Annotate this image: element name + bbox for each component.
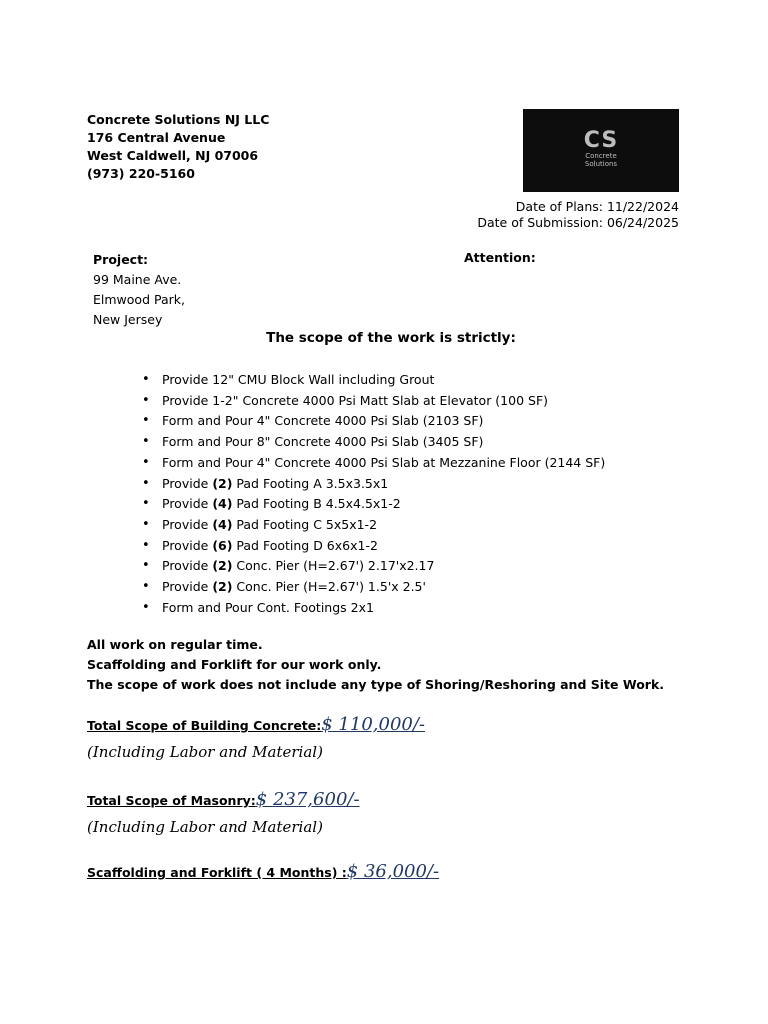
scaffold-total-label: Scaffolding and Forklift ( 4 Months) : (87, 865, 347, 880)
scope-item: • Provide (2) Conc. Pier (H=2.67') 2.17'x2.17 (142, 556, 605, 577)
scope-item: • Form and Pour 8" Concrete 4000 Psi Slab (3405 SF) (142, 432, 605, 453)
company-logo (523, 109, 679, 192)
notes-block (87, 635, 664, 695)
masonry-total (87, 789, 360, 810)
company-phone: (973) 220-5160 (87, 166, 195, 181)
project-block (93, 250, 185, 330)
masonry-total-note: (Including Labor and Material) (87, 818, 323, 836)
scope-item: • Provide (4) Pad Footing C 5x5x1-2 (142, 515, 605, 536)
company-block (87, 111, 269, 183)
scope-item: • Provide 1-2" Concrete 4000 Psi Matt Slab at Elevator (100 SF) (142, 391, 605, 412)
concrete-total-note: (Including Labor and Material) (87, 743, 323, 761)
company-name: Concrete Solutions NJ LLC (87, 112, 270, 127)
scope-item: • Provide (2) Pad Footing A 3.5x3.5x1 (142, 474, 605, 495)
scope-item: • Provide (6) Pad Footing D 6x6x1-2 (142, 536, 605, 557)
logo-mark (578, 127, 624, 172)
project-address-line3: New Jersey (93, 312, 163, 327)
logo-letters: CS (583, 127, 619, 153)
scope-item: • Provide (2) Conc. Pier (H=2.67') 1.5'x 2.5' (142, 577, 605, 598)
scope-heading: The scope of the work is strictly: (266, 330, 516, 346)
note-scaffolding: Scaffolding and Forklift for our work only. (87, 657, 382, 672)
logo-line2: Solutions (584, 159, 618, 168)
scope-item: • Provide 12" CMU Block Wall including Grout (142, 370, 605, 391)
concrete-total (87, 714, 425, 735)
project-address-line2: Elmwood Park, (93, 292, 185, 307)
note-regular-time: All work on regular time. (87, 637, 263, 652)
date-of-submission: Date of Submission: 06/24/2025 (477, 215, 679, 230)
company-address-line2: West Caldwell, NJ 07006 (87, 148, 259, 163)
concrete-total-label: Total Scope of Building Concrete: (87, 718, 322, 733)
scaffold-total (87, 861, 439, 882)
scope-item: • Form and Pour 4" Concrete 4000 Psi Slab (2103 SF) (142, 411, 605, 432)
scope-list (142, 370, 605, 618)
masonry-total-amount: $ 237,600/- (255, 789, 360, 810)
project-address-line1: 99 Maine Ave. (93, 272, 182, 287)
company-address-line1: 176 Central Avenue (87, 130, 226, 145)
scope-item: • Form and Pour 4" Concrete 4000 Psi Slab at Mezzanine Floor (2144 SF) (142, 453, 605, 474)
masonry-total-label: Total Scope of Masonry: (87, 793, 256, 808)
scope-item: • Form and Pour Cont. Footings 2x1 (142, 598, 605, 619)
project-label: Project: (93, 252, 149, 267)
logo-subtitle (578, 152, 624, 168)
scope-item: • Provide (4) Pad Footing B 4.5x4.5x1-2 (142, 494, 605, 515)
attention-label: Attention: (464, 250, 536, 265)
note-exclusions: The scope of work does not include any type of Shoring/Reshoring and Site Work. (87, 677, 665, 692)
logo-line1: Concrete (585, 151, 617, 160)
scaffold-total-amount: $ 36,000/- (346, 861, 440, 882)
dates-block (477, 199, 679, 231)
date-of-plans: Date of Plans: 11/22/2024 (515, 199, 679, 214)
concrete-total-amount: $ 110,000/- (321, 714, 426, 735)
